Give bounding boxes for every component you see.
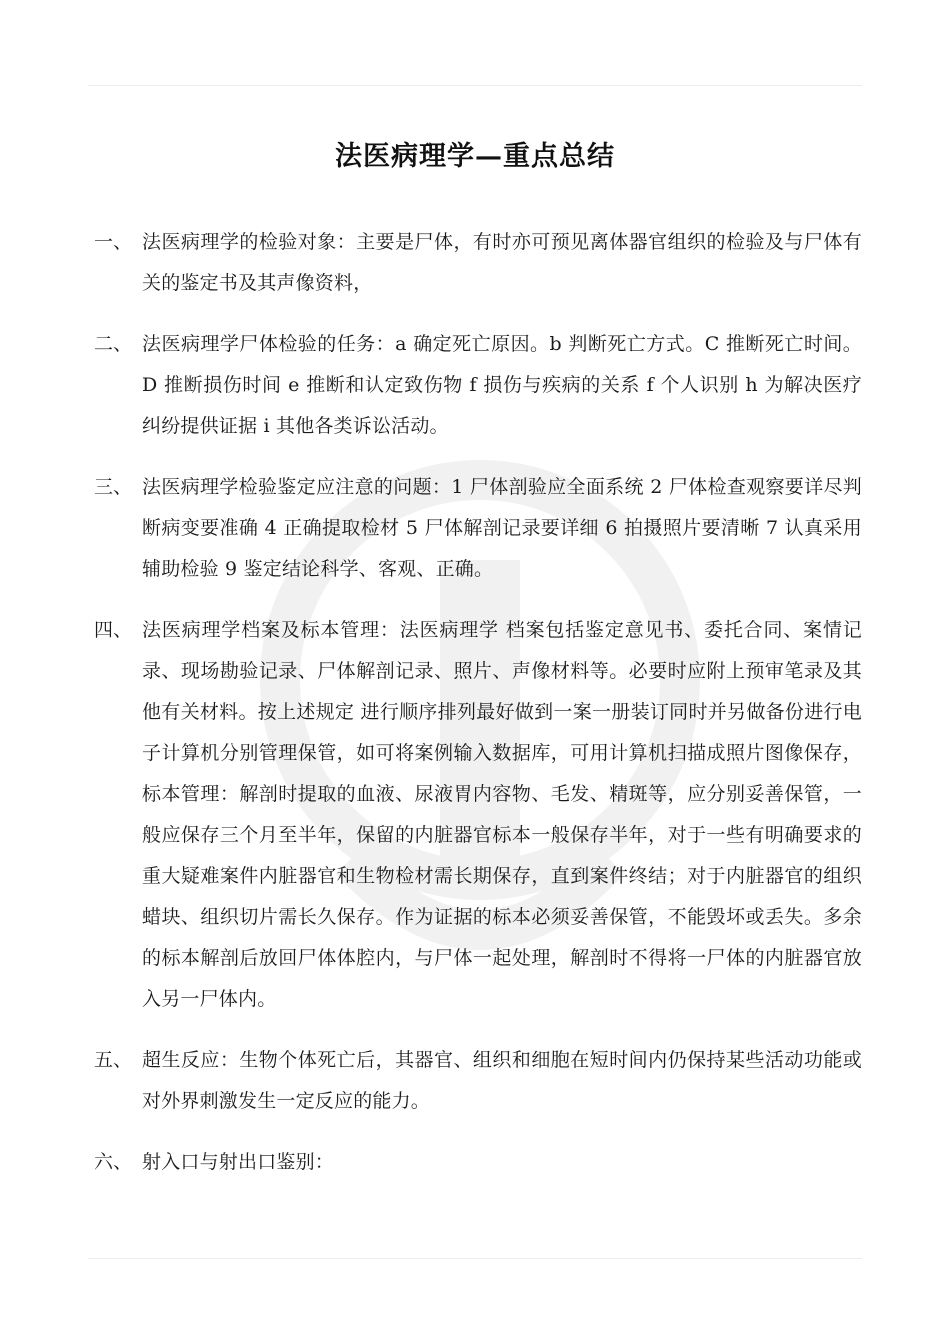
section-number: 二、 (94, 333, 133, 355)
section-text: 法医病理学检验鉴定应注意的问题：1 尸体剖验应全面系统 2 尸体检查观察要详尽判断病变要准确 4 正确提取检材 5 尸体解剖记录要详细 6 拍摄照片要清晰 7 认真采用辅助检验 9 鉴定结论科学、客观、正确。 (142, 476, 862, 580)
section-item (94, 1142, 862, 1183)
section-number: 一、 (94, 231, 133, 253)
section-text: 射入口与射出口鉴别： (142, 1151, 335, 1173)
header-divider (88, 85, 862, 86)
section-text: 法医病理学尸体检验的任务：a 确定死亡原因。b 判断死亡方式。C 推断死亡时间。D 推断损伤时间 e 推断和认定致伤物 f 损伤与疾病的关系 f 个人识别 h 为解决医疗纠纷提供证据 i 其他各类诉讼活动。 (142, 333, 862, 437)
section-text: 法医病理学的检验对象：主要是尸体，有时亦可预见离体器官组织的检验及与尸体有关的鉴定书及其声像资料， (142, 231, 862, 294)
section-number: 六、 (94, 1151, 133, 1173)
section-text: 超生反应：生物个体死亡后，其器官、组织和细胞在短时间内仍保持某些活动功能或对外界刺激发生一定反应的能力。 (142, 1049, 862, 1112)
section-list (94, 222, 862, 1183)
section-number: 五、 (94, 1049, 133, 1071)
section-item (94, 324, 862, 447)
section-number: 四、 (94, 619, 133, 641)
section-item (94, 467, 862, 590)
section-number: 三、 (94, 476, 133, 498)
section-item (94, 610, 862, 1020)
section-item (94, 222, 862, 304)
section-item (94, 1040, 862, 1122)
document-title: 法医病理学—重点总结 (335, 141, 615, 173)
section-text: 法医病理学档案及标本管理：法医病理学 档案包括鉴定意见书、委托合同、案情记录、现场勘验记录、尸体解剖记录、照片、声像材料等。必要时应附上预审笔录及其他有关材料。按上述规定 进行顺序排列最好做到一案一册装订同时并另做备份进行电子计算机分别管理保管，如可将案例输入数据库，可用计算机扫描成照片图像保存，标本管理：解剖时提取的血液、尿液胃内容物、毛发、精斑等，应分别妥善保管，一般应保存三个月至半年，保留的内脏器官标本一般保存半年，对于一些有明确要求的重大疑难案件内脏器官和生物检材需长期保存，直到案件终结；对于内脏器官的组织蜡块、组织切片需长久保存。作为证据的标本必须妥善保管，不能毁坏或丢失。多余的标本解剖后放回尸体体腔内，与尸体一起处理，解剖时不得将一尸体的内脏器官放入另一尸体内。 (142, 619, 862, 1010)
footer-divider (88, 1258, 862, 1259)
